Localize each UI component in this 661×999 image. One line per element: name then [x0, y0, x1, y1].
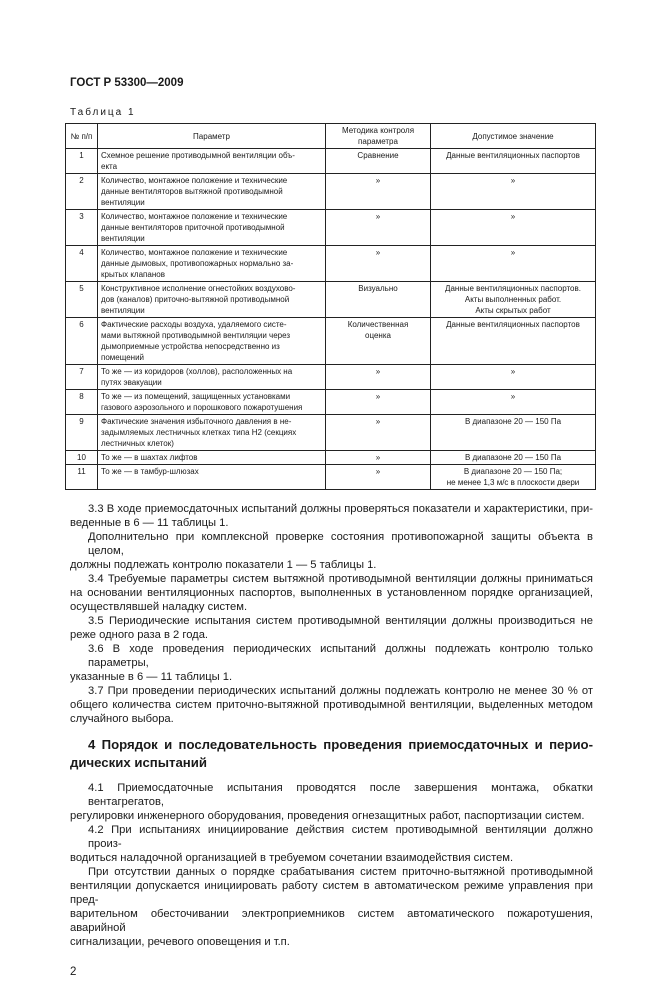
section-4-heading: [70, 736, 593, 772]
paragraph: [70, 502, 593, 530]
row-number: 11: [66, 465, 98, 490]
value-cell: В диапазоне 20 — 150 Па: [431, 451, 596, 465]
text-line: 3.3 В ходе приемосдаточных испытаний должны проверяться показатели и характеристики, при-: [88, 503, 593, 515]
text-line: 3.4 Требуемые параметры систем вытяжной противодымной вентиляции должны приниматься: [88, 573, 593, 585]
table-row: [66, 390, 596, 415]
text-line: общего количества систем приточно-вытяжной противодымной вентиляции, выделенных методом: [70, 699, 593, 711]
row-number: 5: [66, 282, 98, 318]
row-number: 9: [66, 415, 98, 451]
paragraph: [70, 865, 593, 949]
table-caption: Таблица 1: [70, 107, 136, 118]
value-cell: Данные вентиляционных паспортов. Акты выполненных работ. Акты скрытых работ: [431, 282, 596, 318]
parameter-cell: Количество, монтажное положение и технические данные вентиляторов приточной противодымной вентиляции: [98, 210, 326, 246]
method-cell: »: [326, 451, 431, 465]
parameter-cell: Количество, монтажное положение и технические данные вентиляторов вытяжной противодымной вентиляции: [98, 174, 326, 210]
column-header: Допустимое значение: [431, 124, 596, 149]
table-row: [66, 451, 596, 465]
method-cell: Визуально: [326, 282, 431, 318]
method-cell: »: [326, 246, 431, 282]
page-number: 2: [70, 966, 77, 978]
method-cell: »: [326, 415, 431, 451]
row-number: 7: [66, 365, 98, 390]
paragraph: [70, 530, 593, 572]
column-header: Параметр: [98, 124, 326, 149]
row-number: 8: [66, 390, 98, 415]
value-cell: »: [431, 210, 596, 246]
table-row: [66, 210, 596, 246]
parameter-cell: То же — из коридоров (холлов), расположенных на путях эвакуации: [98, 365, 326, 390]
paragraph: [70, 781, 593, 823]
row-number: 1: [66, 149, 98, 174]
method-cell: »: [326, 365, 431, 390]
method-cell: »: [326, 210, 431, 246]
value-cell: »: [431, 174, 596, 210]
row-number: 3: [66, 210, 98, 246]
text-line: должны подлежать контролю показатели 1 — 5 таблицы 1.: [70, 559, 377, 571]
value-cell: В диапазоне 20 — 150 Па: [431, 415, 596, 451]
parameter-cell: Схемное решение противодымной вентиляции объ- екта: [98, 149, 326, 174]
table-header-row: [66, 124, 596, 149]
table-row: [66, 415, 596, 451]
paragraph: [70, 823, 593, 865]
value-cell: »: [431, 390, 596, 415]
text-line: 3.6 В ходе проведения периодических испытаний должны подлежать контролю только параметры,: [88, 643, 593, 669]
standard-header: ГОСТ Р 53300—2009: [70, 77, 184, 89]
text-line: 4.2 При испытаниях инициирование действия систем противодымной вентиляции должно произ-: [88, 824, 593, 850]
parameter-cell: Количество, монтажное положение и технические данные дымовых, противопожарных нормально за- крытых клапанов: [98, 246, 326, 282]
parameter-cell: То же — в тамбур-шлюзах: [98, 465, 326, 490]
parameters-table: [65, 123, 596, 490]
parameter-cell: Фактические расходы воздуха, удаляемого систе- мами вытяжной противодымной вентиляции через дымоприемные устройства непосредственно из помещений: [98, 318, 326, 365]
method-cell: »: [326, 390, 431, 415]
table-row: [66, 149, 596, 174]
parameter-cell: То же — в шахтах лифтов: [98, 451, 326, 465]
method-cell: »: [326, 174, 431, 210]
text-line: 4.1 Приемосдаточные испытания проводятся после завершения монтажа, обкатки вентагрегатов,: [88, 782, 593, 808]
text-line: При отсутствии данных о порядке срабатывания систем приточно-вытяжной противодымной: [88, 866, 593, 878]
table-row: [66, 365, 596, 390]
text-line: случайного выбора.: [70, 713, 174, 725]
heading-line: 4 Порядок и последовательность проведения приемосдаточных и перио-: [88, 737, 593, 752]
table-row: [66, 318, 596, 365]
value-cell: Данные вентиляционных паспортов: [431, 149, 596, 174]
value-cell: »: [431, 365, 596, 390]
table-row: [66, 246, 596, 282]
table-row: [66, 174, 596, 210]
parameter-cell: То же — из помещений, защищенных установками газового аэрозольного и порошкового пожаротушения: [98, 390, 326, 415]
body-text-section-3: [70, 502, 593, 726]
text-line: вентиляции допускается инициировать работу систем в автоматическом режиме управления при пред-: [70, 880, 593, 906]
text-line: регулировки инженерного оборудования, проведения огнезащитных работ, паспортизации систем.: [70, 810, 585, 822]
parameter-cell: Конструктивное исполнение огнестойких воздухово- дов (каналов) приточно-вытяжной противодымной вентиляции: [98, 282, 326, 318]
text-line: осуществлявшей наладку систем.: [70, 601, 248, 613]
column-header: № п/п: [66, 124, 98, 149]
row-number: 10: [66, 451, 98, 465]
method-cell: Сравнение: [326, 149, 431, 174]
text-line: указанные в 6 — 11 таблицы 1.: [70, 671, 233, 683]
row-number: 6: [66, 318, 98, 365]
text-line: водиться наладочной организацией в требуемом сочетании взаимодействия систем.: [70, 852, 514, 864]
text-line: 3.5 Периодические испытания систем противодымной вентиляции должны производиться не: [88, 615, 593, 627]
text-line: веденные в 6 — 11 таблицы 1.: [70, 517, 229, 529]
text-line: сигнализации, речевого оповещения и т.п.: [70, 936, 290, 948]
value-cell: Данные вентиляционных паспортов: [431, 318, 596, 365]
table-row: [66, 282, 596, 318]
heading-line: дических испытаний: [70, 755, 207, 770]
text-line: 3.7 При проведении периодических испытаний должны подлежать контролю не менее 30 % от: [88, 685, 593, 697]
text-line: варительном обесточивании электроприемников систем автоматического пожаротушения, аварийной: [70, 908, 593, 934]
value-cell: В диапазоне 20 — 150 Па; не менее 1,3 м/с в плоскости двери: [431, 465, 596, 490]
value-cell: »: [431, 246, 596, 282]
paragraph: [70, 614, 593, 642]
column-header: Методика контроля параметра: [326, 124, 431, 149]
text-line: Дополнительно при комплексной проверке состояния противопожарной защиты объекта в целом,: [88, 531, 593, 557]
table-row: [66, 465, 596, 490]
method-cell: »: [326, 465, 431, 490]
paragraph: [70, 572, 593, 614]
row-number: 4: [66, 246, 98, 282]
body-text-section-4: [70, 781, 593, 949]
paragraph: [70, 642, 593, 684]
text-line: реже одного раза в 2 года.: [70, 629, 209, 641]
paragraph: [70, 684, 593, 726]
text-line: на основании вентиляционных паспортов, выполненных в установленном порядке организацией,: [70, 587, 593, 599]
parameter-cell: Фактические значения избыточного давления в не- задымляемых лестничных клетках типа Н2 (секциях лестничных клеток): [98, 415, 326, 451]
method-cell: Количественная оценка: [326, 318, 431, 365]
row-number: 2: [66, 174, 98, 210]
